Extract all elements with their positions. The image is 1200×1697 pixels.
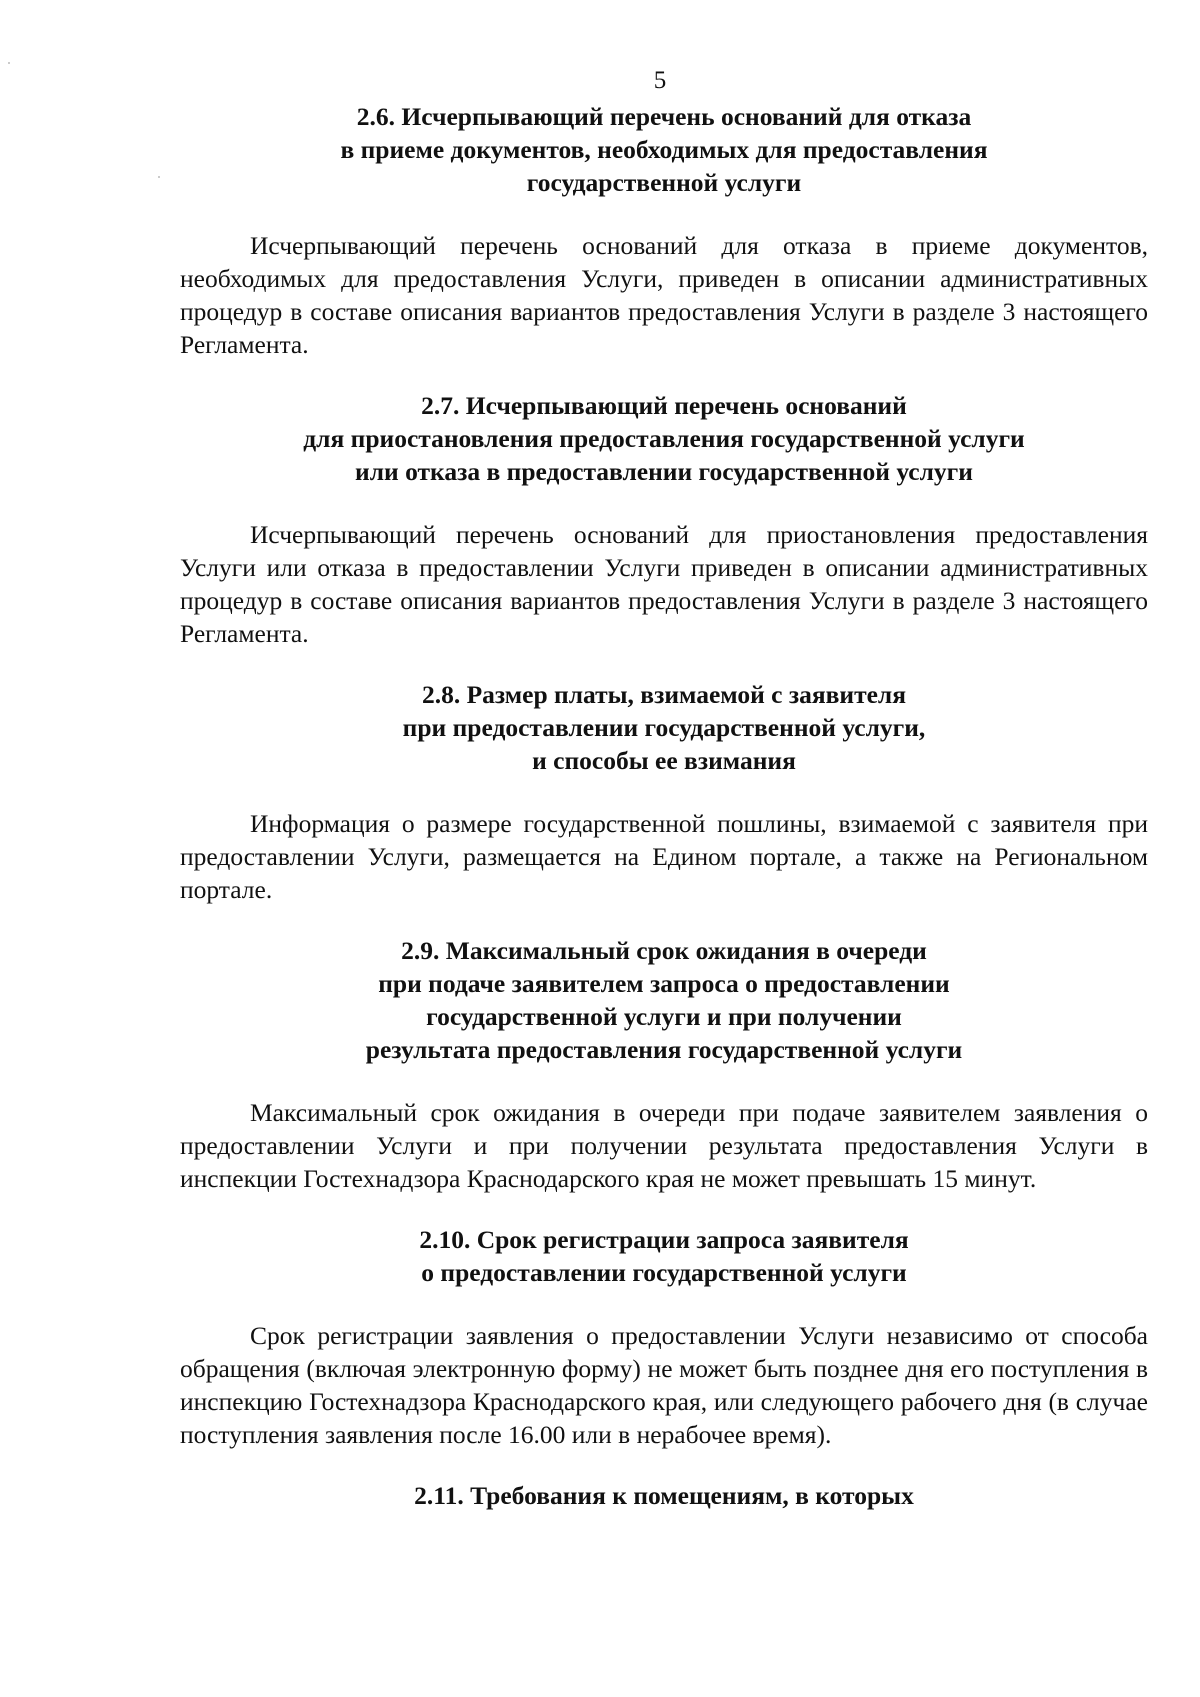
section-2-10 bbox=[180, 1223, 1148, 1451]
heading-line: 2.11. Требования к помещениям, в которых bbox=[414, 1481, 914, 1510]
heading-line: для приостановления предоставления государственной услуги bbox=[303, 424, 1025, 453]
scan-speck bbox=[8, 62, 10, 64]
section-heading bbox=[180, 389, 1148, 488]
heading-line: или отказа в предоставлении государственной услуги bbox=[355, 457, 973, 486]
section-2-9 bbox=[180, 934, 1148, 1195]
heading-line: в приеме документов, необходимых для предоставления bbox=[340, 135, 988, 164]
section-body: Срок регистрации заявления о предоставлении Услуги независимо от способа обращения (включая электронную форму) не может быть позднее дня его поступления в инспекцию Гостехнадзора Краснодарского края, или следующего рабочего дня (в случае поступления заявления после 16.00 или в нерабочее время). bbox=[180, 1321, 1148, 1449]
scan-speck bbox=[158, 176, 160, 178]
section-heading bbox=[180, 1223, 1148, 1289]
page-number: 5 bbox=[653, 67, 667, 94]
heading-line: 2.10. Срок регистрации запроса заявителя bbox=[419, 1225, 909, 1254]
section-2-11 bbox=[180, 1479, 1148, 1512]
section-heading bbox=[180, 678, 1148, 777]
section-body: Исчерпывающий перечень оснований для отказа в приеме документов, необходимых для предоставления Услуги, приведен в описании административных процедур в составе описания вариантов предоставления Услуги в разделе 3 настоящего Регламента. bbox=[180, 231, 1148, 359]
heading-line: и способы ее взимания bbox=[532, 746, 796, 775]
document-content bbox=[180, 100, 1148, 1542]
heading-line: 2.8. Размер платы, взимаемой с заявителя bbox=[421, 680, 907, 709]
heading-line: государственной услуги и при получении bbox=[426, 1002, 902, 1031]
heading-line: при подаче заявителем запроса о предоставлении bbox=[378, 969, 950, 998]
heading-line: государственной услуги bbox=[526, 168, 802, 197]
section-body: Исчерпывающий перечень оснований для приостановления предоставления Услуги или отказа в предоставлении Услуги приведен в описании административных процедур в составе описания вариантов предоставления Услуги в разделе 3 настоящего Регламента. bbox=[180, 520, 1148, 648]
section-body: Максимальный срок ожидания в очереди при подаче заявителем заявления о предоставлении Услуги и при получении результата предоставления Услуги в инспекции Гостехнадзора Краснодарского края не может превышать 15 минут. bbox=[180, 1098, 1148, 1193]
section-2-8 bbox=[180, 678, 1148, 906]
heading-line: при предоставлении государственной услуги, bbox=[402, 713, 926, 742]
section-heading bbox=[180, 934, 1148, 1066]
section-heading bbox=[180, 1479, 1148, 1512]
heading-line: 2.9. Максимальный срок ожидания в очереди bbox=[401, 936, 927, 965]
section-2-7 bbox=[180, 389, 1148, 650]
heading-line: 2.7. Исчерпывающий перечень оснований bbox=[421, 391, 907, 420]
section-2-6 bbox=[180, 100, 1148, 361]
section-heading bbox=[180, 100, 1148, 199]
heading-line: результата предоставления государственной услуги bbox=[365, 1035, 963, 1064]
section-body: Информация о размере государственной пошлины, взимаемой с заявителя при предоставлении Услуги, размещается на Едином портале, а также на Региональном портале. bbox=[180, 809, 1148, 904]
heading-line: 2.6. Исчерпывающий перечень оснований для отказа bbox=[356, 102, 972, 131]
heading-line: о предоставлении государственной услуги bbox=[421, 1258, 907, 1287]
